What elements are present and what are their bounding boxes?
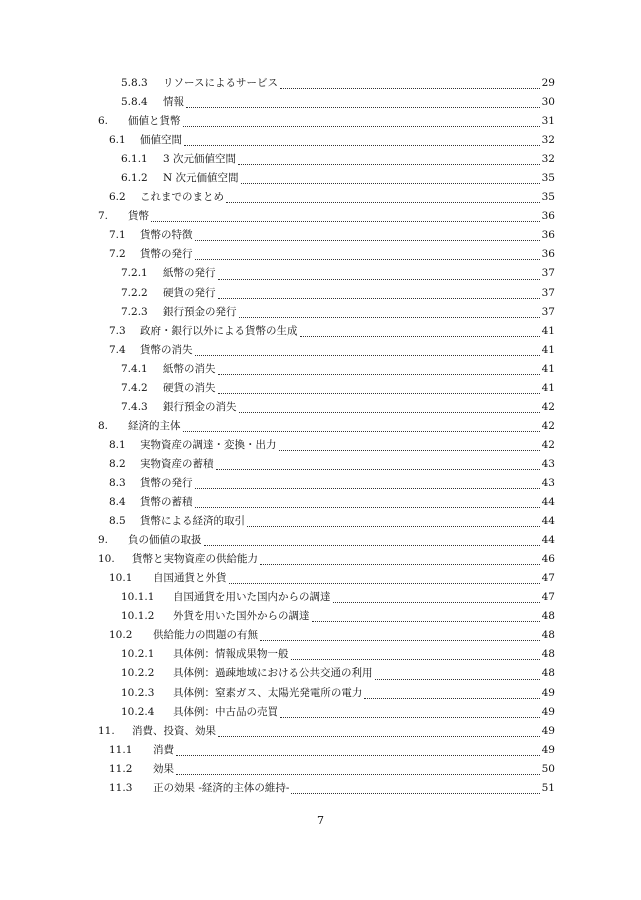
toc-dot-leader — [151, 207, 540, 226]
toc-entry-number: 10.2 — [109, 629, 133, 642]
toc-entry-page: 42 — [541, 419, 555, 432]
toc-entry-number: 11. — [98, 724, 115, 737]
toc-entry-title: 消費 — [153, 743, 174, 756]
toc-entry-number: 7.2 — [109, 248, 126, 261]
toc-dot-leader — [241, 169, 540, 188]
toc-entry-page: 47 — [541, 572, 555, 585]
toc-entry-number: 7. — [98, 210, 109, 223]
toc-entry[interactable] — [0, 93, 641, 112]
toc-entry[interactable] — [0, 512, 641, 531]
toc-entry-page: 43 — [541, 457, 555, 470]
toc-entry-number: 9. — [98, 534, 109, 547]
toc-entry-page: 42 — [541, 400, 555, 413]
toc-entry[interactable] — [0, 607, 641, 626]
toc-entry-number: 7.4.1 — [121, 362, 148, 375]
toc-entry[interactable] — [0, 455, 641, 474]
table-of-contents — [0, 74, 641, 798]
toc-entry-title: 自国通貨と外貨 — [153, 572, 227, 585]
toc-dot-leader — [218, 379, 540, 398]
toc-dot-leader — [300, 322, 540, 341]
toc-entry-number: 5.8.4 — [121, 96, 148, 109]
toc-entry-page: 36 — [541, 229, 555, 242]
toc-entry-page: 44 — [541, 534, 555, 547]
toc-dot-leader — [280, 74, 540, 93]
toc-entry[interactable] — [0, 245, 641, 264]
toc-entry[interactable] — [0, 188, 641, 207]
toc-entry-number: 7.3 — [109, 324, 126, 337]
toc-entry-number: 7.4.2 — [121, 381, 148, 394]
toc-entry-page: 42 — [541, 438, 555, 451]
toc-entry-number: 10. — [98, 553, 115, 566]
toc-entry-title: 貨幣の発行 — [140, 476, 193, 489]
toc-dot-leader — [333, 588, 540, 607]
toc-dot-leader — [176, 741, 540, 760]
toc-entry-title: 消費、投資、効果 — [132, 724, 216, 737]
toc-dot-leader — [218, 264, 540, 283]
toc-entry-title: 経済的主体 — [128, 419, 181, 432]
toc-entry-number: 7.4.3 — [121, 400, 148, 413]
toc-entry[interactable] — [0, 112, 641, 131]
toc-entry-number: 6.1.1 — [121, 153, 148, 166]
toc-entry[interactable] — [0, 760, 641, 779]
toc-entry[interactable] — [0, 684, 641, 703]
toc-entry-title: これまでのまとめ — [140, 191, 224, 204]
toc-entry-title: 具体例：情報成果物一般 — [173, 648, 289, 661]
toc-dot-leader — [239, 398, 540, 417]
toc-entry-page: 32 — [541, 153, 555, 166]
toc-entry-title: 貨幣と実物資産の供給能力 — [132, 553, 258, 566]
toc-entry-page: 37 — [541, 305, 555, 318]
toc-entry-page: 41 — [541, 324, 555, 337]
toc-dot-leader — [204, 531, 540, 550]
toc-entry-page: 35 — [541, 172, 555, 185]
toc-dot-leader — [279, 436, 540, 455]
toc-dot-leader — [375, 664, 540, 683]
toc-dot-leader — [291, 779, 539, 798]
toc-entry[interactable] — [0, 531, 641, 550]
toc-entry[interactable] — [0, 779, 641, 798]
toc-entry-number: 10.2.3 — [121, 686, 155, 699]
toc-entry[interactable] — [0, 303, 641, 322]
toc-entry-title: 実物資産の蓄積 — [140, 457, 214, 470]
toc-entry-page: 29 — [541, 77, 555, 89]
toc-entry-title: 具体例：過疎地域における公共交通の利用 — [173, 667, 373, 680]
toc-entry-title: 外貨を用いた国外からの調達 — [173, 610, 310, 623]
toc-entry-title: 情報 — [163, 96, 184, 109]
toc-entry[interactable] — [0, 645, 641, 664]
toc-entry-number: 7.2.3 — [121, 305, 148, 318]
toc-entry-number: 8.4 — [109, 496, 126, 509]
toc-entry[interactable] — [0, 379, 641, 398]
toc-entry-title: 貨幣の蓄積 — [140, 496, 193, 509]
toc-dot-leader — [226, 188, 540, 207]
toc-entry-page: 37 — [541, 286, 555, 299]
toc-entry-title: 効果 — [153, 762, 174, 775]
toc-entry-page: 44 — [541, 515, 555, 528]
toc-dot-leader — [183, 112, 540, 131]
toc-entry-title: 実物資産の調達・変換・出力 — [140, 438, 277, 451]
toc-entry-number: 5.8.3 — [121, 77, 148, 89]
toc-entry-number: 10.1 — [109, 572, 133, 585]
toc-dot-leader — [195, 474, 540, 493]
toc-entry-title: N 次元価値空間 — [163, 172, 239, 185]
toc-entry-number: 6.1.2 — [121, 172, 148, 185]
toc-entry-title: 貨幣の消失 — [140, 343, 193, 356]
toc-entry-page: 49 — [541, 743, 555, 756]
toc-dot-leader — [260, 626, 540, 645]
toc-dot-leader — [239, 303, 540, 322]
toc-entry[interactable] — [0, 664, 641, 683]
toc-dot-leader — [184, 131, 540, 150]
toc-entry-number: 8.1 — [109, 438, 126, 451]
toc-entry-number: 10.2.2 — [121, 667, 155, 680]
toc-entry-page: 41 — [541, 343, 555, 356]
toc-entry-page: 48 — [541, 648, 555, 661]
toc-entry[interactable] — [0, 322, 641, 341]
toc-entry-title: 価値空間 — [140, 134, 182, 147]
toc-dot-leader — [260, 550, 540, 569]
toc-entry-number: 8.5 — [109, 515, 126, 528]
toc-entry-number: 7.2.1 — [121, 267, 148, 280]
toc-dot-leader — [186, 93, 540, 112]
toc-entry-page: 36 — [541, 210, 555, 223]
toc-entry-number: 6. — [98, 115, 109, 128]
toc-entry-page: 48 — [541, 667, 555, 680]
toc-entry[interactable] — [0, 703, 641, 722]
toc-dot-leader — [247, 512, 540, 531]
toc-entry-page: 50 — [541, 762, 555, 775]
toc-entry-page: 41 — [541, 362, 555, 375]
toc-entry[interactable] — [0, 588, 641, 607]
toc-entry-title: 紙幣の消失 — [163, 362, 216, 375]
toc-entry[interactable] — [0, 360, 641, 379]
toc-entry-number: 10.2.1 — [121, 648, 155, 661]
toc-entry[interactable] — [0, 169, 641, 188]
toc-dot-leader — [195, 341, 540, 360]
toc-entry-title: 正の効果 -経済的主体の維持- — [153, 781, 290, 794]
toc-entry-title: 価値と貨幣 — [128, 115, 181, 128]
toc-dot-leader — [195, 493, 540, 512]
toc-dot-leader — [183, 417, 540, 436]
toc-entry-number: 7.1 — [109, 229, 126, 242]
toc-dot-leader — [218, 722, 540, 741]
toc-entry[interactable] — [0, 493, 641, 512]
toc-entry-page: 35 — [541, 191, 555, 204]
toc-entry-page: 51 — [541, 781, 555, 794]
toc-entry[interactable] — [0, 626, 641, 645]
toc-entry-title: 貨幣 — [128, 210, 149, 223]
toc-dot-leader — [280, 703, 540, 722]
toc-entry[interactable] — [0, 207, 641, 226]
toc-dot-leader — [195, 226, 540, 245]
toc-entry[interactable] — [0, 550, 641, 569]
toc-entry-number: 7.4 — [109, 343, 126, 356]
toc-dot-leader — [291, 645, 540, 664]
toc-entry-title: 3 次元価値空間 — [163, 153, 237, 166]
toc-dot-leader — [195, 245, 540, 264]
toc-entry-title: 具体例：中古品の売買 — [173, 705, 278, 718]
toc-entry[interactable] — [0, 226, 641, 245]
toc-entry-number: 11.2 — [109, 762, 133, 775]
toc-entry-page: 37 — [541, 267, 555, 280]
toc-entry-number: 6.1 — [109, 134, 126, 147]
toc-entry-page: 49 — [541, 705, 555, 718]
toc-entry[interactable] — [0, 264, 641, 283]
toc-entry-title: 貨幣の発行 — [140, 248, 193, 261]
toc-dot-leader — [229, 569, 540, 588]
toc-entry-page: 48 — [541, 610, 555, 623]
toc-entry[interactable] — [0, 74, 641, 93]
toc-entry-page: 47 — [541, 591, 555, 604]
toc-entry[interactable] — [0, 569, 641, 588]
toc-entry-title: 硬貨の発行 — [163, 286, 216, 299]
toc-entry-number: 10.1.1 — [121, 591, 155, 604]
toc-entry-number: 8.2 — [109, 457, 126, 470]
toc-entry[interactable] — [0, 474, 641, 493]
toc-entry-title: 供給能力の問題の有無 — [153, 629, 258, 642]
toc-entry-title: 貨幣の特徴 — [140, 229, 193, 242]
toc-entry-number: 8.3 — [109, 476, 126, 489]
toc-entry-page: 41 — [541, 381, 555, 394]
toc-entry-number: 6.2 — [109, 191, 126, 204]
toc-entry-title: 銀行預金の消失 — [163, 400, 237, 413]
page-number: 7 — [317, 814, 324, 827]
toc-entry-page: 44 — [541, 496, 555, 509]
toc-entry-page: 30 — [541, 96, 555, 109]
toc-entry-title: 負の価値の取扱 — [128, 534, 202, 547]
toc-entry-title: 政府・銀行以外による貨幣の生成 — [140, 324, 298, 337]
toc-dot-leader — [218, 284, 540, 303]
toc-entry[interactable] — [0, 398, 641, 417]
toc-entry-title: 紙幣の発行 — [163, 267, 216, 280]
toc-entry-page: 43 — [541, 476, 555, 489]
toc-dot-leader — [176, 760, 540, 779]
toc-entry[interactable] — [0, 722, 641, 741]
toc-entry-title: リソースによるサービス — [163, 77, 278, 89]
toc-entry-page: 48 — [541, 629, 555, 642]
toc-entry-number: 11.3 — [109, 781, 133, 794]
toc-dot-leader — [312, 607, 540, 626]
toc-entry-title: 具体例：窒素ガス、太陽光発電所の電力 — [173, 686, 363, 699]
toc-entry-title: 自国通貨を用いた国内からの調達 — [173, 591, 331, 604]
toc-entry[interactable] — [0, 131, 641, 150]
toc-entry[interactable] — [0, 417, 641, 436]
toc-entry[interactable] — [0, 284, 641, 303]
toc-entry-number: 8. — [98, 419, 109, 432]
toc-entry[interactable] — [0, 341, 641, 360]
toc-dot-leader — [238, 150, 540, 169]
toc-entry-page: 36 — [541, 248, 555, 261]
toc-entry-title: 銀行預金の発行 — [163, 305, 237, 318]
toc-entry[interactable] — [0, 436, 641, 455]
toc-entry-number: 7.2.2 — [121, 286, 148, 299]
toc-dot-leader — [364, 684, 539, 703]
toc-entry-title: 貨幣による経済的取引 — [140, 515, 245, 528]
toc-entry-title: 硬貨の消失 — [163, 381, 216, 394]
toc-entry[interactable] — [0, 150, 641, 169]
toc-entry-number: 10.1.2 — [121, 610, 155, 623]
toc-dot-leader — [216, 455, 540, 474]
toc-entry-number: 10.2.4 — [121, 705, 155, 718]
toc-entry-page: 49 — [541, 686, 555, 699]
toc-entry-page: 46 — [541, 553, 555, 566]
toc-entry[interactable] — [0, 741, 641, 760]
toc-entry-page: 49 — [541, 724, 555, 737]
toc-dot-leader — [218, 360, 540, 379]
toc-entry-number: 11.1 — [109, 743, 133, 756]
toc-entry-page: 31 — [541, 115, 555, 128]
toc-entry-page: 32 — [541, 134, 555, 147]
